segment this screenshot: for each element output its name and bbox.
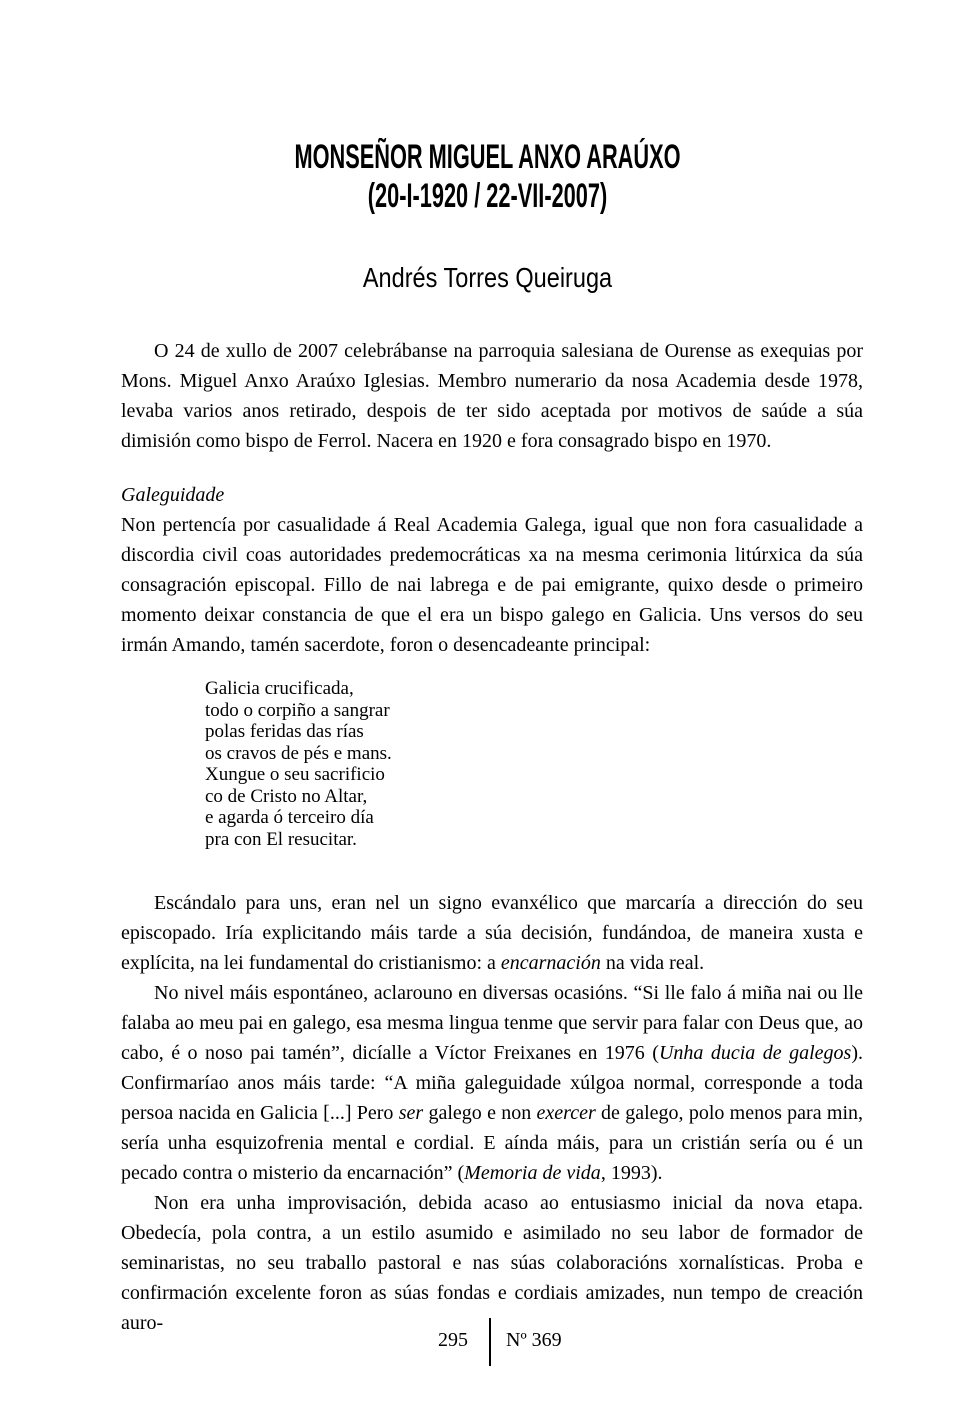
article-title-line2: (20-I-1920 / 22-VII-2007) xyxy=(367,177,608,215)
issue-number: Nº 369 xyxy=(506,1329,562,1351)
section-heading-galeguidade: Galeguidade xyxy=(121,484,225,506)
paragraph-nivel: No nivel máis espontáneo, aclarouno en diversas ocasións. “Si lle falo á miña nai ou lle falaba ao meu pai en galego, esa mesma lingua tenme que servir para falar con Deus que, ao cabo, é o noso pai tamén”, dicíalle a Víctor Freixanes en 1976 (Unha ducia de galegos). Confirmaríao anos máis tarde: “A miña galeguidade xúlgoa normal, corresponde a toda persoa nacida en Galicia [...] Pero ser galego e non exercer de galego, polo menos para min, sería unha esquizofrenia mental e cordial. E aínda máis, para un cristián sería ou é un pecado contra o misterio da encarnación” (Memoria de vida, 1993). xyxy=(121,982,863,1184)
poem-line: os cravos de pés e mans. xyxy=(205,742,392,764)
poem-line: todo o corpiño a sangrar xyxy=(205,699,390,721)
author-byline xyxy=(0,262,975,294)
article-body xyxy=(121,336,863,1338)
paragraph-escandalo: Escándalo para uns, eran nel un signo evanxélico que marcaría a dirección do seu episcopado. Iría explicitando máis tarde a súa decisión, fundándoa, de maneira xusta e explícita, na lei fundamental do cristianismo: a encarnación na vida real. xyxy=(121,892,863,974)
author-name: Andrés Torres Queiruga xyxy=(362,262,613,293)
paragraph-nonera: Non era unha improvisación, debida acaso ao entusiasmo inicial da nova etapa. Obedecía, pola contra, a un estilo asumido e asimilado no seu labor de formador de seminaristas, no seu traballo pastoral e nas súas colaboracións xornalísticas. Proba e confirmación excelente foron as súas fondas e cordiais amizades, nun tempo de creación auro- xyxy=(121,1192,863,1334)
article-header xyxy=(0,0,975,294)
paragraph-intro: O 24 de xullo de 2007 celebrábanse na parroquia salesiana de Ourense as exequias por Mons. Miguel Anxo Araúxo Iglesias. Membro numerario da nosa Academia desde 1978, levaba varios anos retirado, despois de ter sido aceptada por motivos de saúde a súa dimisión como bispo de Ferrol. Nacera en 1920 e fora consagrado bispo en 1970. xyxy=(121,340,863,452)
poem-line: polas feridas das rías xyxy=(205,721,364,742)
page-number: 295 xyxy=(438,1329,468,1351)
footer-divider xyxy=(489,1318,491,1366)
page-footer xyxy=(0,1316,975,1368)
poem-line: co de Cristo no Altar, xyxy=(205,785,368,807)
poem-line: Galicia crucificada, xyxy=(205,678,354,699)
poem-line: e agarda ó terceiro día xyxy=(205,807,374,828)
poem-line: Xungue o seu sacrificio xyxy=(205,764,385,785)
poem-line: pra con El resucitar. xyxy=(205,828,357,850)
poem-blockquote xyxy=(205,678,863,850)
article-title xyxy=(0,138,975,216)
article-title-line1: MONSEÑOR MIGUEL ANXO ARAÚXO xyxy=(294,138,681,176)
paragraph-galeguidade: Non pertencía por casualidade á Real Academia Galega, igual que non fora casualidade a discordia civil coas autoridades predemocráticas xa na mesma cerimonia litúrxica da súa consagración episcopal. Fillo de nai labrega e de pai emigrante, quixo desde o primeiro momento deixar constancia de que el era un bispo galego en Galicia. Uns versos do seu irmán Amando, tamén sacerdote, foron o desencadeante principal: xyxy=(121,514,863,656)
